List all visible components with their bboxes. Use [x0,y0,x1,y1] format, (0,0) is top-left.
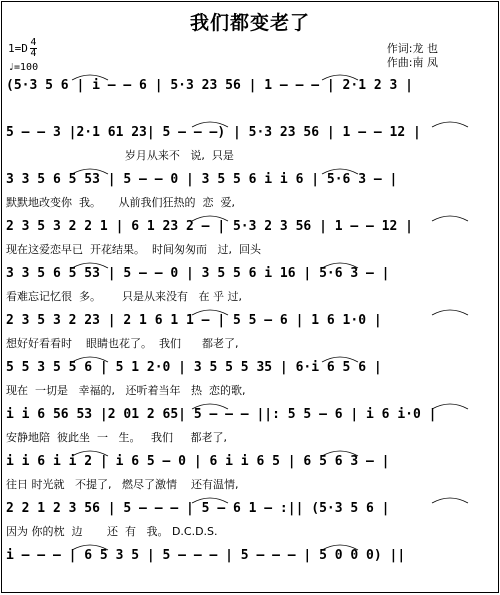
tempo-marking: ♩=100 [8,62,39,73]
notes-line: 3 3 5 6 5 53 | 5 — — 0 | 3 5 5 6 i i 6 | 5·6 3 — | [6,172,398,187]
time-signature-bottom: 4 [30,48,37,59]
lyrics-line: 往日 时光就 不提了, 燃尽了激情 还有温情, [6,478,239,491]
time-signature [30,38,37,59]
score-page [1,1,499,593]
lyricist-credit: 作词:龙 也 [386,42,438,55]
notes-line: 2 3 5 3 2 2 1 | 6 1 23 2 — | 5·3 2 3 56 | 1 — — 12 | [6,219,413,234]
notes-line: i i 6 56 53 |2 01 2 65| 5 — — — ||: 5 5 — 6 | i 6 i·0 | [6,407,437,422]
lyrics-line: 因为 你的枕 边 还 有 我。 D.C.D.S. [6,525,218,538]
lyrics-line: 默默地改变你 我。 从前我们狂热的 恋 爱, [6,196,235,209]
notes-line: i i 6 i i 2 | i 6 5 — 0 | 6 i i 6 5 | 6 5 6 3 — | [6,454,390,469]
song-title: 我们都变老了 [189,12,310,34]
notes-line: 5 5 3 5 5 6 | 5 1 2·0 | 3 5 5 5 35 | 6·i 6 5 6 | [6,360,382,375]
lyrics-line: 想好好看看时 眼睛也花了。 我们 都老了, [6,337,239,350]
notes-line: (5·3 5 6 | i — — 6 | 5·3 23 56 | 1 — — — | 2·1 2 3 | [6,78,413,93]
notes-line: i — — — | 6 5 3 5 | 5 — — — | 5 — — — | 5 0 0 0) || [6,548,406,563]
lyrics-line [6,100,498,116]
composer-credit: 作曲:南 凤 [386,56,438,69]
lyrics-line: 现在这爱恋早已 开花结果。 时间匆匆而 过, 回头 [6,243,261,256]
lyrics-line: 看难忘记忆很 多。 只是从来没有 在 乎 过, [6,290,242,303]
credits [387,42,438,70]
lyrics-line: 现在 一切是 幸福的, 还听着当年 热 恋的歌, [6,384,246,397]
lyrics-line [6,570,498,586]
score-system [2,548,500,592]
notes-line: 2 2 1 2 3 56 | 5 — — — | 5 — 6 1 — :|| (5·3 5 6 | [6,501,390,516]
notes-line: 5 — — 3 |2·1 61 23| 5 — — —) | 5·3 23 56 | 1 — — 12 | [6,125,421,140]
lyrics-line: 安静地陪 彼此坐 一 生。 我们 都老了, [6,431,227,444]
time-signature-top: 4 [30,37,37,48]
lyrics-line: 岁月从来不 说, 只是 [6,149,234,162]
notes-line: 3 3 5 6 5 53 | 5 — — 0 | 3 5 5 6 i 16 | 5·6 3 — | [6,266,390,281]
notes-line: 2 3 5 3 2 23 | 2 1 6 1 1 — | 5 5 — 6 | 1 6 1·0 | [6,313,382,328]
key-label: 1=D [8,42,28,55]
